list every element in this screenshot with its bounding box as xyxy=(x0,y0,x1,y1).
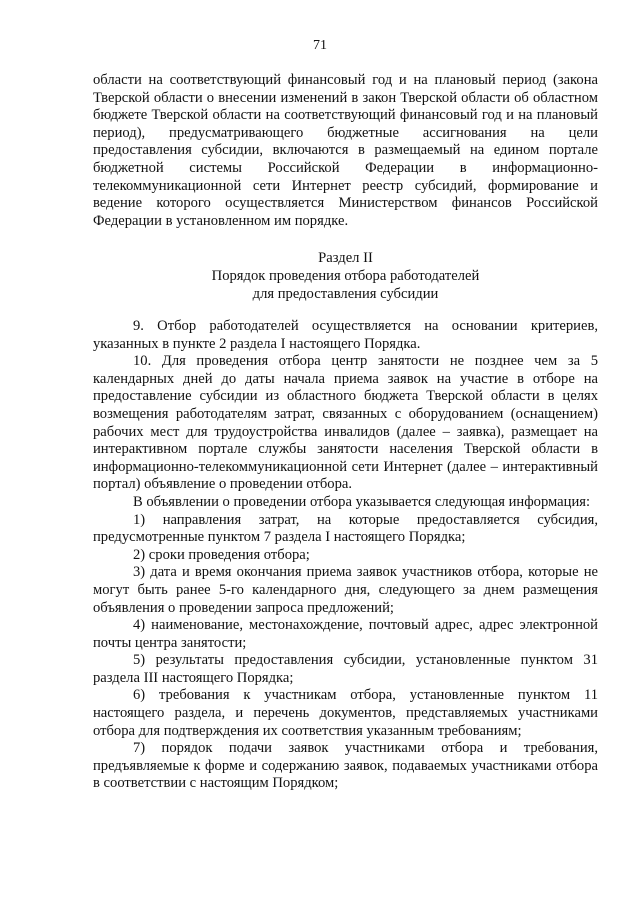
page-number: 71 xyxy=(313,38,327,53)
list-item-5: 5) результаты предоставления субсидии, установленные пунктом 31 раздела III настоящего Порядка; xyxy=(93,652,598,686)
section-heading xyxy=(93,249,598,303)
section-title-line-2: для предоставления субсидии xyxy=(252,286,439,302)
list-item-7: 7) порядок подачи заявок участниками отбора и требования, предъявляемые к форме и содержанию заявок, подаваемых участниками отбора в соответствии с настоящим Порядком; xyxy=(93,740,598,792)
section-body xyxy=(93,318,598,793)
section-number: Раздел II xyxy=(318,250,373,266)
list-item-4: 4) наименование, местонахождение, почтовый адрес, адрес электронной почты центра занятости; xyxy=(93,617,598,651)
list-item-3: 3) дата и время окончания приема заявок участников отбора, которые не могут быть ранее 5-го календарного дня, следующего за днем размещения объявления о проведении запроса предложений; xyxy=(93,564,598,616)
list-item-2: 2) сроки проведения отбора; xyxy=(133,546,310,563)
intro-text-block xyxy=(93,72,598,230)
section-title-line-1: Порядок проведения отбора работодателей xyxy=(211,268,480,284)
intro-paragraph: области на соответствующий финансовый год и на плановый период (закона Тверской области о внесении изменений в закон Тверской области об областном бюджете Тверской области на соответствующий финансовый год и на плановый период), предусматривающего бюджетные ассигнования на цели предоставления субсидии, включаются в размещаемый на едином портале бюджетной системы Российской Федерации в информационно-телекоммуникационной сети Интернет реестр субсидий, формирование и ведение которого осуществляется Министерством финансов Российской Федерации в установленном им порядке. xyxy=(93,72,598,229)
paragraph-10: 10. Для проведения отбора центр занятости не позднее чем за 5 календарных дней до даты начала приема заявок на участие в отборе на предоставление субсидии из областного бюджета Тверской области в целях возмещения работодателям затрат, связанных с оборудованием (оснащением) рабочих мест для трудоустройства инвалидов (далее – заявка), размещает на интерактивном портале службы занятости населения Тверской области в информационно-телекоммуникационной сети Интернет (далее – интерактивный портал) объявление о проведении отбора. xyxy=(93,353,598,493)
announcement-intro: В объявлении о проведении отбора указывается следующая информация: xyxy=(133,493,591,510)
list-item-1: 1) направления затрат, на которые предоставляется субсидия, предусмотренные пунктом 7 раздела I настоящего Порядка; xyxy=(93,511,598,546)
paragraph-9: 9. Отбор работодателей осуществляется на основании критериев, указанных в пункте 2 раздела I настоящего Порядка. xyxy=(93,318,598,352)
list-item-6: 6) требования к участникам отбора, установленные пунктом 11 настоящего раздела, и перечень документов, представляемых участниками отбора для подтверждения их соответствия указанным требованиям; xyxy=(93,687,598,739)
